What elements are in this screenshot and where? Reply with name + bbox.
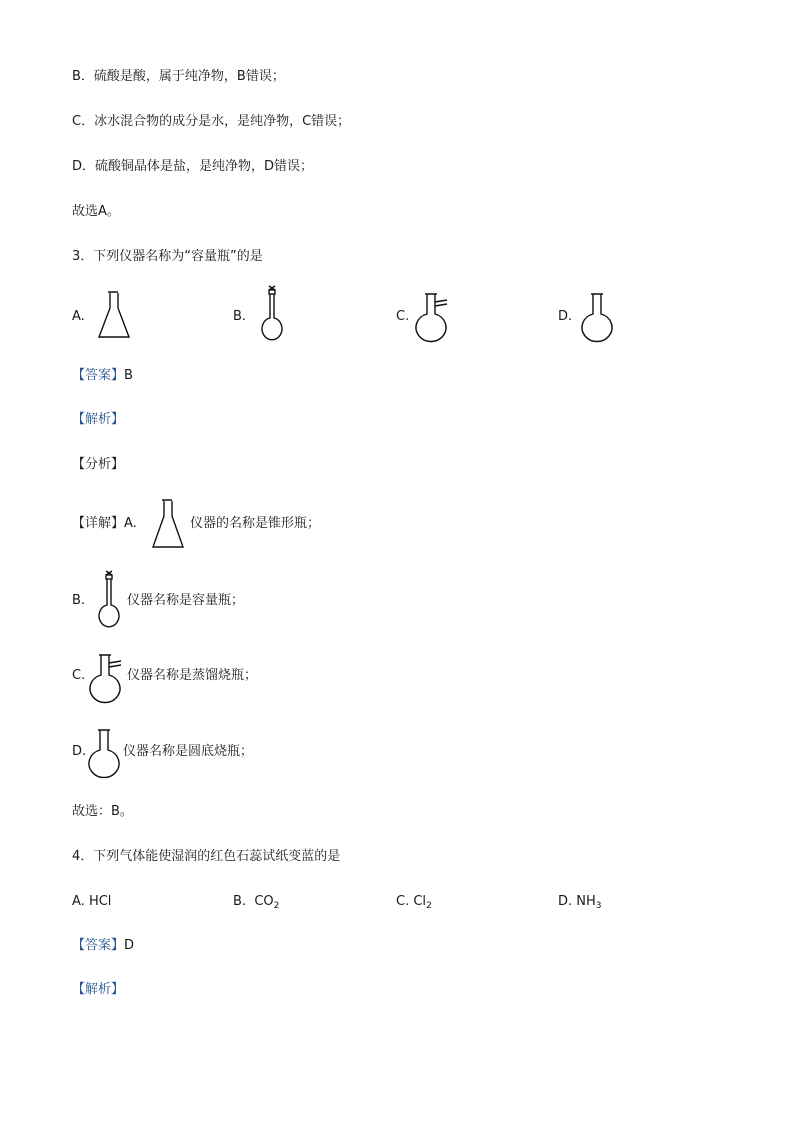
explanation-b-line: B．硫酸是酸，属于纯净物，B错误； [72,69,285,84]
round-bottom-flask-icon [87,728,127,780]
q3-choose: 故选：B。 [72,804,133,819]
explanation-d-line: D．硫酸铜晶体是盐，是纯净物，D错误； [72,159,314,174]
detail-a-label: A. [124,516,137,531]
detail-tag: 【详解】 [72,516,125,531]
option-d-formula: NH [576,894,596,909]
explanation-c-line: C．冰水混合物的成分是水，是纯净物，C错误； [72,114,351,129]
option-b-subscript: 2 [273,901,280,911]
answer-value: D [124,938,135,953]
volumetric-flask-icon [258,284,288,344]
option-c-label: C. [396,894,410,909]
answer-tag: 【答案】 [72,368,125,383]
option-c-formula: Cl [413,894,427,909]
option-d-subscript: 3 [595,901,602,911]
detail-d-text: 仪器名称是圆底烧瓶； [123,744,254,759]
erlenmeyer-flask-icon [94,290,134,342]
answer-value: B [124,368,133,383]
q4-option-d [558,893,602,911]
option-b-label: B. [233,894,247,909]
q3-option-b-label: B. [233,309,247,324]
option-b-formula: CO [254,894,274,909]
option-a-label: A. [72,894,85,909]
detail-b-text: 仪器名称是容量瓶； [127,593,245,608]
answer-tag: 【答案】 [72,938,125,953]
option-d-label: D. [558,894,573,909]
detail-c-label: C. [72,668,86,683]
question-4-stem: 4．下列气体能使湿润的红色石蕊试纸变蓝的是 [72,849,341,864]
option-c-subscript: 2 [426,901,432,911]
q4-option-c [396,893,432,911]
q4-analysis-tag: 【解析】 [72,982,125,997]
volumetric-flask-icon [95,569,125,631]
distillation-flask-icon [89,653,129,705]
detail-c-text: 仪器名称是蒸馏烧瓶； [127,668,258,683]
detail-d-label: D. [72,744,87,759]
option-a-formula: HCl [88,894,112,909]
q3-analysis-tag: 【解析】 [72,412,125,427]
round-bottom-flask-icon [580,292,620,344]
q4-option-b [233,893,279,911]
detail-b-label: B. [72,593,86,608]
q3-option-d-label: D. [558,309,573,324]
q3-fenxi-tag: 【分析】 [72,457,125,472]
q4-answer [72,937,134,955]
q3-answer [72,367,133,385]
q3-option-c-label: C. [396,309,410,324]
q4-option-a [72,893,111,911]
q3-option-a-label: A. [72,309,85,324]
choice-conclusion: 故选A。 [72,204,120,219]
q3-detail-a [72,515,137,533]
detail-a-text: 仪器的名称是锥形瓶； [190,516,321,531]
distillation-flask-icon [415,292,455,344]
erlenmeyer-flask-icon [148,498,188,552]
question-3-stem: 3．下列仪器名称为“容量瓶”的是 [72,249,263,264]
